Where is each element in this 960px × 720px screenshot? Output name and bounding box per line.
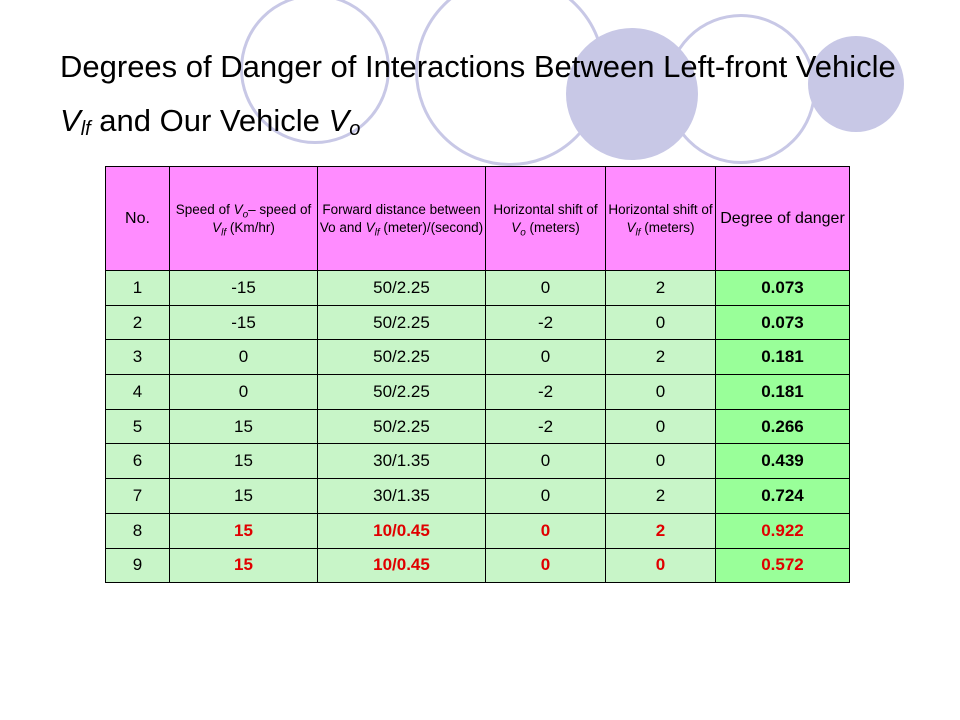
header-row — [106, 167, 850, 271]
table-row — [106, 375, 850, 410]
cell-shift-vlf: 0 — [606, 548, 716, 583]
table-row — [106, 271, 850, 306]
cell-speed: -15 — [170, 305, 318, 340]
danger-table — [105, 166, 850, 583]
cell-shift-vo: 0 — [486, 271, 606, 306]
title-text: Degrees of Danger of Interactions Between Left-front Vehicle — [60, 49, 896, 84]
cell-distance: 50/2.25 — [318, 305, 486, 340]
table-row — [106, 479, 850, 514]
cell-no: 3 — [106, 340, 170, 375]
table-row — [106, 444, 850, 479]
cell-shift-vo: 0 — [486, 444, 606, 479]
cell-distance: 50/2.25 — [318, 375, 486, 410]
table-row — [106, 340, 850, 375]
cell-shift-vo: -2 — [486, 375, 606, 410]
cell-shift-vlf: 0 — [606, 375, 716, 410]
cell-shift-vlf: 2 — [606, 479, 716, 514]
cell-shift-vlf: 2 — [606, 340, 716, 375]
cell-distance: 30/1.35 — [318, 444, 486, 479]
cell-speed: 15 — [170, 444, 318, 479]
cell-no: 9 — [106, 548, 170, 583]
header-forward-distance: Forward distance between Vo and $V_{lf}$ (meter)/(second) — [318, 167, 486, 271]
slide-title — [60, 40, 900, 148]
title-text-middle: and Our Vehicle — [90, 103, 329, 138]
cell-shift-vo: 0 — [486, 479, 606, 514]
cell-speed: -15 — [170, 271, 318, 306]
cell-shift-vo: 0 — [486, 340, 606, 375]
cell-shift-vlf: 0 — [606, 444, 716, 479]
cell-distance: 30/1.35 — [318, 479, 486, 514]
cell-danger: 0.724 — [716, 479, 850, 514]
cell-shift-vo: 0 — [486, 513, 606, 548]
header-speed: Speed of $V_o-$ speed of $V_{lf}$ (Km/hr) — [170, 167, 318, 271]
cell-danger: 0.922 — [716, 513, 850, 548]
header-shift-vlf: Horizontal shift of $V_{lf}$ (meters) — [606, 167, 716, 271]
title-vehicle-o: $V_o$ — [328, 103, 361, 140]
cell-distance: 10/0.45 — [318, 513, 486, 548]
header-shift-vo: Horizontal shift of $V_o$ (meters) — [486, 167, 606, 271]
header-degree-of-danger: Degree of danger — [716, 167, 850, 271]
table-row — [106, 513, 850, 548]
cell-speed: 0 — [170, 375, 318, 410]
header-no: No. — [106, 167, 170, 271]
cell-shift-vlf: 2 — [606, 271, 716, 306]
cell-shift-vlf: 2 — [606, 513, 716, 548]
cell-no: 6 — [106, 444, 170, 479]
cell-danger: 0.266 — [716, 409, 850, 444]
cell-shift-vlf: 0 — [606, 305, 716, 340]
cell-no: 4 — [106, 375, 170, 410]
cell-distance: 50/2.25 — [318, 271, 486, 306]
title-vehicle-lf: $V_{lf}$ — [60, 103, 91, 140]
cell-shift-vo: 0 — [486, 548, 606, 583]
cell-distance: 10/0.45 — [318, 548, 486, 583]
cell-shift-vlf: 0 — [606, 409, 716, 444]
cell-no: 7 — [106, 479, 170, 514]
cell-danger: 0.439 — [716, 444, 850, 479]
cell-speed: 15 — [170, 409, 318, 444]
cell-no: 1 — [106, 271, 170, 306]
cell-no: 5 — [106, 409, 170, 444]
cell-speed: 15 — [170, 548, 318, 583]
cell-distance: 50/2.25 — [318, 340, 486, 375]
cell-distance: 50/2.25 — [318, 409, 486, 444]
cell-shift-vo: -2 — [486, 409, 606, 444]
cell-danger: 0.572 — [716, 548, 850, 583]
cell-shift-vo: -2 — [486, 305, 606, 340]
cell-speed: 15 — [170, 479, 318, 514]
cell-speed: 0 — [170, 340, 318, 375]
cell-no: 8 — [106, 513, 170, 548]
cell-danger: 0.073 — [716, 305, 850, 340]
cell-danger: 0.181 — [716, 340, 850, 375]
table-row — [106, 548, 850, 583]
table-row — [106, 409, 850, 444]
cell-speed: 15 — [170, 513, 318, 548]
cell-no: 2 — [106, 305, 170, 340]
cell-danger: 0.181 — [716, 375, 850, 410]
cell-danger: 0.073 — [716, 271, 850, 306]
table-row — [106, 305, 850, 340]
